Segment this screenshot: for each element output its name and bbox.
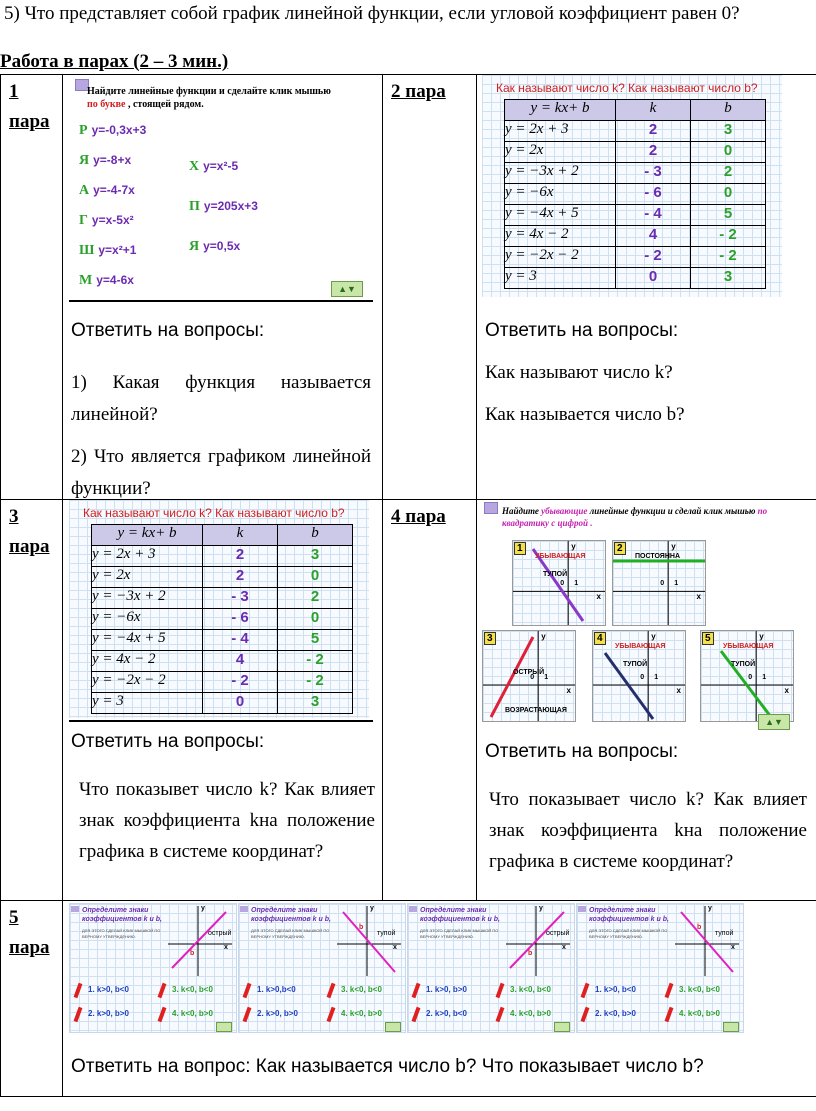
red-mark-icon xyxy=(581,983,590,998)
graph-angle-label: ТУПОЙ xyxy=(623,661,648,668)
kb-slide-copy xyxy=(69,500,369,718)
letter-button[interactable]: А xyxy=(79,183,90,198)
pair4-label: 4 пара xyxy=(391,506,446,527)
pair1-content-cell xyxy=(63,75,383,500)
answer-option[interactable] xyxy=(412,982,492,1000)
k-value-cell: 2 xyxy=(203,567,278,588)
pair1-question-1: 1) Какая функция называется линейной? xyxy=(71,372,371,425)
letter-button[interactable]: Г xyxy=(79,213,88,228)
equation-cell: y = −3x + 2 xyxy=(92,588,203,609)
answer-text: 3. k<0, b<0 xyxy=(679,985,720,994)
formula-text: y=-0,3x+3 xyxy=(91,123,147,137)
red-mark-icon xyxy=(665,1007,674,1022)
k-value-cell: - 6 xyxy=(616,184,691,205)
pair5-label: 5 пара xyxy=(9,907,50,958)
kb-header-cell: b xyxy=(278,525,353,546)
origin-label: 0 xyxy=(560,580,565,588)
x-axis-label: x xyxy=(562,944,566,951)
answer-text: 2. k>0, b>0 xyxy=(88,1009,129,1018)
b-value-cell: 5 xyxy=(278,630,353,651)
angle-label: тупой xyxy=(715,930,734,937)
table-row xyxy=(505,226,766,247)
unit-label: 1 xyxy=(544,674,549,681)
k-value-cell: - 4 xyxy=(203,630,278,651)
letter-button[interactable]: П xyxy=(189,199,200,214)
red-mark-icon xyxy=(412,1007,421,1022)
x-axis-label: x xyxy=(696,592,701,602)
equation-cell: y = −6x xyxy=(92,609,203,630)
answer-text: 1. k>0, b>0 xyxy=(426,985,467,994)
table-row xyxy=(505,205,766,226)
equation-cell: y = 3 xyxy=(505,268,616,289)
x-axis-label: x xyxy=(676,686,681,695)
b-value-cell: 3 xyxy=(691,268,766,289)
graph-angle-label: ОСТРЫЙ xyxy=(513,669,545,676)
pair1-label: 1 пара xyxy=(9,81,50,132)
forward-arrow-icon[interactable] xyxy=(723,1022,739,1032)
answer-text: 2. k>0, b>0 xyxy=(257,1009,298,1018)
b-value-cell: - 2 xyxy=(691,226,766,247)
formula-item xyxy=(79,181,135,199)
angle-label: острый xyxy=(546,930,570,937)
kb-header-cell: b xyxy=(691,100,766,121)
k-value-cell: 2 xyxy=(616,121,691,142)
forward-arrow-icon[interactable]: ▲▼ xyxy=(331,281,363,297)
formula-text: y=-8+x xyxy=(93,153,132,167)
table-row xyxy=(505,268,766,289)
pair4-slide xyxy=(482,500,802,732)
red-mark-icon xyxy=(412,983,421,998)
graph-panel xyxy=(512,540,606,626)
answer-option[interactable] xyxy=(74,982,154,1000)
formula-item xyxy=(79,211,134,229)
answer-text: 4. k<0, b>0 xyxy=(679,1009,720,1018)
graph-panel xyxy=(482,630,576,722)
y-axis-label: y xyxy=(541,632,546,641)
pair4-label-cell xyxy=(383,500,477,901)
kb-slide-title: Как называют число k? Как называют число b? xyxy=(83,506,345,520)
answer-text: 1. k>0,b<0 xyxy=(257,985,296,994)
slide-title: Определите знаки коэффициентов k и b, xyxy=(420,907,500,923)
graph-number-button[interactable]: 5 xyxy=(702,632,714,645)
sign-quiz-slide xyxy=(407,903,575,1033)
pair1-slide xyxy=(69,77,373,299)
pair5-label-cell xyxy=(1,901,63,1097)
k-value-cell: - 4 xyxy=(616,205,691,226)
table-row xyxy=(505,121,766,142)
table-row xyxy=(92,546,353,567)
function-line xyxy=(510,912,564,968)
table-row xyxy=(92,588,353,609)
slide-divider xyxy=(69,300,373,302)
table-row xyxy=(92,567,353,588)
y-axis-label: y xyxy=(708,905,712,912)
unit-label: 1 xyxy=(674,580,679,588)
b-value-cell: 2 xyxy=(691,163,766,184)
red-mark-icon xyxy=(74,983,83,998)
equation-cell: y = −4x + 5 xyxy=(92,630,203,651)
k-value-cell: 0 xyxy=(616,268,691,289)
kb-header-cell: k xyxy=(203,525,278,546)
pairs-table xyxy=(0,74,816,1097)
pair4-slide-instruction xyxy=(502,505,798,529)
formula-item xyxy=(189,197,258,215)
answer-text: 3. k<0, b<0 xyxy=(341,985,382,994)
slide-title: Определите знаки коэффициентов k и b, xyxy=(251,907,331,923)
equation-cell: y = 2x + 3 xyxy=(92,546,203,567)
kb-table xyxy=(91,524,353,714)
formula-item xyxy=(189,157,238,175)
graph-number-button[interactable]: 3 xyxy=(484,632,496,645)
answer-option[interactable] xyxy=(243,1006,323,1024)
pair5-question: Ответить на вопрос: Как называется число b? Что показывает число b? xyxy=(71,1056,704,1077)
letter-button[interactable]: Р xyxy=(79,123,88,138)
graph-panel xyxy=(612,540,706,626)
answer-option[interactable] xyxy=(74,1006,154,1024)
graph-type-tag: УБЫВАЮЩАЯ xyxy=(535,553,586,560)
back-arrow-icon[interactable] xyxy=(484,502,498,514)
slide-subtitle: ДЛЯ ЭТОГО СДЕЛАЙ КЛИК МЫШКОЙ ПО ВЕРНОМУ УТВЕРЖДЕНИЮ. xyxy=(251,928,330,939)
pair3-label-cell xyxy=(1,500,63,901)
forward-arrow-icon[interactable]: ▲▼ xyxy=(758,714,790,730)
slide-subtitle: ДЛЯ ЭТОГО СДЕЛАЙ КЛИК МЫШКОЙ ПО ВЕРНОМУ УТВЕРЖДЕНИЮ. xyxy=(82,928,161,939)
back-arrow-icon[interactable] xyxy=(578,906,586,912)
function-line xyxy=(681,912,733,972)
sign-graph xyxy=(675,906,739,976)
b-intercept-label: b xyxy=(528,950,533,957)
pair3-prompt: Ответить на вопросы: xyxy=(71,731,265,752)
pair2-label: 2 пара xyxy=(391,81,446,102)
k-value-cell: - 3 xyxy=(616,163,691,184)
forward-arrow-icon[interactable] xyxy=(216,1022,232,1032)
instruction-text-end: , стоящей рядом. xyxy=(127,99,204,110)
red-mark-icon xyxy=(243,983,252,998)
pair5-content-cell xyxy=(63,901,816,1097)
b-intercept-label: b xyxy=(697,924,702,931)
equation-cell: y = 2x + 3 xyxy=(505,121,616,142)
b-value-cell: 3 xyxy=(691,121,766,142)
back-arrow-icon[interactable] xyxy=(409,906,417,912)
pair4-content-cell xyxy=(477,500,816,901)
formula-text: y=0,5x xyxy=(203,239,241,253)
function-line xyxy=(172,912,226,968)
sign-quiz-slide xyxy=(576,903,744,1033)
y-axis-label: y xyxy=(651,632,656,641)
b-value-cell: 0 xyxy=(691,142,766,163)
graph-number-button[interactable]: 2 xyxy=(614,542,626,555)
formula-item xyxy=(79,241,136,259)
k-value-cell: - 2 xyxy=(203,672,278,693)
answer-option[interactable] xyxy=(158,982,237,1000)
pair4-question: Что показывает число k? Как влияет знак коэффициента kна положение графика в системе координат? xyxy=(489,789,807,872)
equation-cell: y = −3x + 2 xyxy=(505,163,616,184)
b-intercept-label: b xyxy=(359,924,364,931)
k-value-cell: - 3 xyxy=(203,588,278,609)
formula-text: y=-4-7x xyxy=(93,183,135,197)
function-line xyxy=(343,912,395,972)
red-mark-icon xyxy=(496,983,505,998)
slide-subtitle: ДЛЯ ЭТОГО СДЕЛАЙ КЛИК МЫШКОЙ ПО ВЕРНОМУ УТВЕРЖДЕНИЮ. xyxy=(589,928,668,939)
graph-type-tag: УБЫВАЮЩАЯ xyxy=(615,643,666,650)
answer-option[interactable] xyxy=(581,1006,661,1024)
sign-graph xyxy=(506,906,570,976)
y-axis-label: y xyxy=(539,905,543,912)
graph-panel xyxy=(700,630,794,722)
red-mark-icon xyxy=(581,1007,590,1022)
red-mark-icon xyxy=(327,1007,336,1022)
red-mark-icon xyxy=(158,1007,167,1022)
function-line xyxy=(491,637,533,717)
pair1-slide-instruction xyxy=(87,85,357,111)
kb-header-row xyxy=(92,525,353,546)
letter-button[interactable]: Я xyxy=(189,239,200,254)
y-axis-label: y xyxy=(201,905,205,912)
b-value-cell: 2 xyxy=(278,588,353,609)
back-arrow-icon[interactable] xyxy=(71,906,79,912)
origin-label: 0 xyxy=(748,674,753,681)
instruction-highlight: убывающие xyxy=(541,506,588,516)
formula-text: y=x²-5 xyxy=(203,159,239,173)
answer-text: 4. k<0, b>0 xyxy=(510,1009,551,1018)
answer-text: 2. k>0, b<0 xyxy=(426,1009,467,1018)
pair2-question-1: Как называют число k? xyxy=(485,362,673,383)
b-value-cell: 0 xyxy=(691,184,766,205)
red-mark-icon xyxy=(74,1007,83,1022)
k-value-cell: 2 xyxy=(616,142,691,163)
formula-text: y=4-6x xyxy=(96,273,134,287)
answer-text: 4. k<0, b>0 xyxy=(172,1009,213,1018)
answer-option[interactable] xyxy=(327,982,406,1000)
graph-number-button[interactable]: 1 xyxy=(514,542,526,555)
sign-quiz-slide xyxy=(69,903,237,1033)
k-value-cell: - 6 xyxy=(203,609,278,630)
pair3-question: Что показывет число k? Как влияет знак коэффициента kна положение графика в системе координат? xyxy=(79,779,375,862)
b-value-cell: - 2 xyxy=(278,651,353,672)
x-axis-label: x xyxy=(566,686,571,695)
kb-header-row xyxy=(505,100,766,121)
formula-item xyxy=(189,237,240,255)
formula-text: y=x²+1 xyxy=(98,243,137,257)
sign-graph xyxy=(168,906,232,976)
table-row xyxy=(92,672,353,693)
b-value-cell: 0 xyxy=(278,567,353,588)
x-axis-label: x xyxy=(224,944,228,951)
table-row xyxy=(505,163,766,184)
table-row xyxy=(1,901,816,1097)
table-row xyxy=(92,630,353,651)
answer-text: 4. k<0, b>0 xyxy=(341,1009,382,1018)
formula-item xyxy=(79,271,134,289)
b-value-cell: 3 xyxy=(278,546,353,567)
angle-label: острый xyxy=(208,930,232,937)
letter-button[interactable]: Х xyxy=(189,159,200,174)
answer-text: 3. k<0, b<0 xyxy=(510,985,551,994)
y-axis-label: y xyxy=(370,905,374,912)
slide-subtitle: ДЛЯ ЭТОГО СДЕЛАЙ КЛИК МЫШКОЙ ПО ВЕРНОМУ УТВЕРЖДЕНИЮ. xyxy=(420,928,499,939)
k-value-cell: 4 xyxy=(616,226,691,247)
letter-button[interactable]: Я xyxy=(79,153,90,168)
k-value-cell: 4 xyxy=(203,651,278,672)
answer-option[interactable] xyxy=(496,982,575,1000)
equation-cell: y = −2x − 2 xyxy=(92,672,203,693)
answer-option[interactable] xyxy=(243,982,323,1000)
slide-title: Определите знаки коэффициентов k и b, xyxy=(82,907,162,923)
equation-cell: y = −4x + 5 xyxy=(505,205,616,226)
pair1-question-2: 2) Что является графиком линейной функции? xyxy=(71,446,371,499)
pair3-content-cell xyxy=(63,500,383,901)
graph-number-button[interactable]: 4 xyxy=(594,632,606,645)
forward-arrow-icon[interactable] xyxy=(554,1022,570,1032)
graph-angle-label: ТУПОЙ xyxy=(731,661,756,668)
sign-quiz-slide xyxy=(238,903,406,1033)
origin-label: 0 xyxy=(530,674,535,681)
table-row xyxy=(1,500,816,901)
letter-button[interactable]: М xyxy=(79,273,93,288)
equation-cell: y = 3 xyxy=(92,693,203,714)
formula-text: y=205x+3 xyxy=(203,199,258,213)
kb-slide xyxy=(482,75,782,297)
graph-panel xyxy=(592,630,686,722)
forward-arrow-icon[interactable] xyxy=(385,1022,401,1032)
unit-label: 1 xyxy=(574,580,579,588)
table-row xyxy=(92,609,353,630)
pair2-content-cell xyxy=(477,75,816,500)
y-axis-label: y xyxy=(759,632,764,641)
pair1-prompt: Ответить на вопросы: xyxy=(71,320,265,341)
instruction-highlight: по букве xyxy=(87,99,126,110)
x-axis-label: x xyxy=(393,944,397,951)
instruction-text: Найдите линейные функции и сделайте клик мышью xyxy=(87,86,331,97)
unit-label: 1 xyxy=(654,674,659,681)
formula-item xyxy=(79,151,131,169)
pair2-label-cell xyxy=(383,75,477,500)
k-value-cell: 0 xyxy=(203,693,278,714)
b-intercept-label: b xyxy=(190,950,195,957)
kb-header-cell: y = kx+ b xyxy=(92,525,203,546)
k-value-cell: 2 xyxy=(203,546,278,567)
x-axis-label: x xyxy=(596,592,601,602)
letter-button[interactable]: Ш xyxy=(79,243,95,258)
origin-label: 0 xyxy=(660,580,665,588)
pair1-label-cell xyxy=(1,75,63,500)
table-row xyxy=(1,75,816,500)
back-arrow-icon[interactable] xyxy=(240,906,248,912)
graph-type-tag: ВОЗРАСТАЮЩАЯ xyxy=(505,707,567,714)
b-value-cell: 5 xyxy=(691,205,766,226)
table-row xyxy=(92,693,353,714)
red-mark-icon xyxy=(496,1007,505,1022)
y-axis-label: y xyxy=(571,542,576,551)
pair-work-heading: Работа в парах (2 – 3 мин.) xyxy=(0,51,229,72)
equation-cell: y = 4x − 2 xyxy=(505,226,616,247)
red-mark-icon xyxy=(243,1007,252,1022)
angle-label: тупой xyxy=(377,930,396,937)
unit-label: 1 xyxy=(762,674,767,681)
kb-header-cell: k xyxy=(616,100,691,121)
answer-text: 3. k<0, b<0 xyxy=(172,985,213,994)
equation-cell: y = 4x − 2 xyxy=(92,651,203,672)
answer-option[interactable] xyxy=(665,982,744,1000)
slide-title: Определите знаки коэффициентов k и b, xyxy=(589,907,669,923)
pair2-prompt: Ответить на вопросы: xyxy=(485,320,679,341)
graph-type-tag: ПОСТОЯННА xyxy=(635,553,681,560)
pair2-question-2: Как называется число b? xyxy=(485,404,685,425)
table-row xyxy=(505,142,766,163)
kb-table xyxy=(504,99,766,289)
formula-text: y=x-5x² xyxy=(91,213,134,227)
slide-divider xyxy=(69,720,373,722)
kb-slide-title: Как называют число k? Как называют число b? xyxy=(496,81,758,95)
table-row xyxy=(505,184,766,205)
pair3-label: 3 пара xyxy=(9,506,50,557)
b-value-cell: 3 xyxy=(278,693,353,714)
equation-cell: y = 2x xyxy=(505,142,616,163)
k-value-cell: - 2 xyxy=(616,247,691,268)
answer-text: 1. k>0, b<0 xyxy=(595,985,636,994)
answer-option[interactable] xyxy=(412,1006,492,1024)
kb-header-cell: y = kx+ b xyxy=(505,100,616,121)
table-row xyxy=(92,651,353,672)
equation-cell: y = 2x xyxy=(92,567,203,588)
b-value-cell: 0 xyxy=(278,609,353,630)
table-row xyxy=(505,247,766,268)
origin-label: 0 xyxy=(640,674,645,681)
answer-text: 2. k<0, b>0 xyxy=(595,1009,636,1018)
y-axis-label: y xyxy=(671,542,676,551)
formula-item xyxy=(79,121,146,139)
sign-graph xyxy=(337,906,401,976)
pair2-questions xyxy=(485,315,810,431)
red-mark-icon xyxy=(158,983,167,998)
equation-cell: y = −6x xyxy=(505,184,616,205)
equation-cell: y = −2x − 2 xyxy=(505,247,616,268)
pair4-prompt: Ответить на вопросы: xyxy=(485,741,679,762)
answer-option[interactable] xyxy=(581,982,661,1000)
x-axis-label: x xyxy=(784,686,789,695)
red-mark-icon xyxy=(665,983,674,998)
b-value-cell: - 2 xyxy=(278,672,353,693)
answer-text: 1. k>0, b<0 xyxy=(88,985,129,994)
page-heading: 5) Что представляет собой график линейной функции, если угловой коэффициент равен 0? xyxy=(4,3,740,24)
graph-angle-label: ТУПОЙ xyxy=(543,571,568,578)
instruction-text: линейные функции и сделай клик мышью xyxy=(589,506,756,516)
pair1-questions xyxy=(71,315,371,505)
instruction-highlight: по квадратику с цифрой . xyxy=(502,506,768,528)
red-mark-icon xyxy=(327,983,336,998)
graph-type-tag: УБЫВАЮЩАЯ xyxy=(723,643,774,650)
instruction-text: Найдите xyxy=(502,506,539,516)
b-value-cell: - 2 xyxy=(691,247,766,268)
x-axis-label: x xyxy=(731,944,735,951)
